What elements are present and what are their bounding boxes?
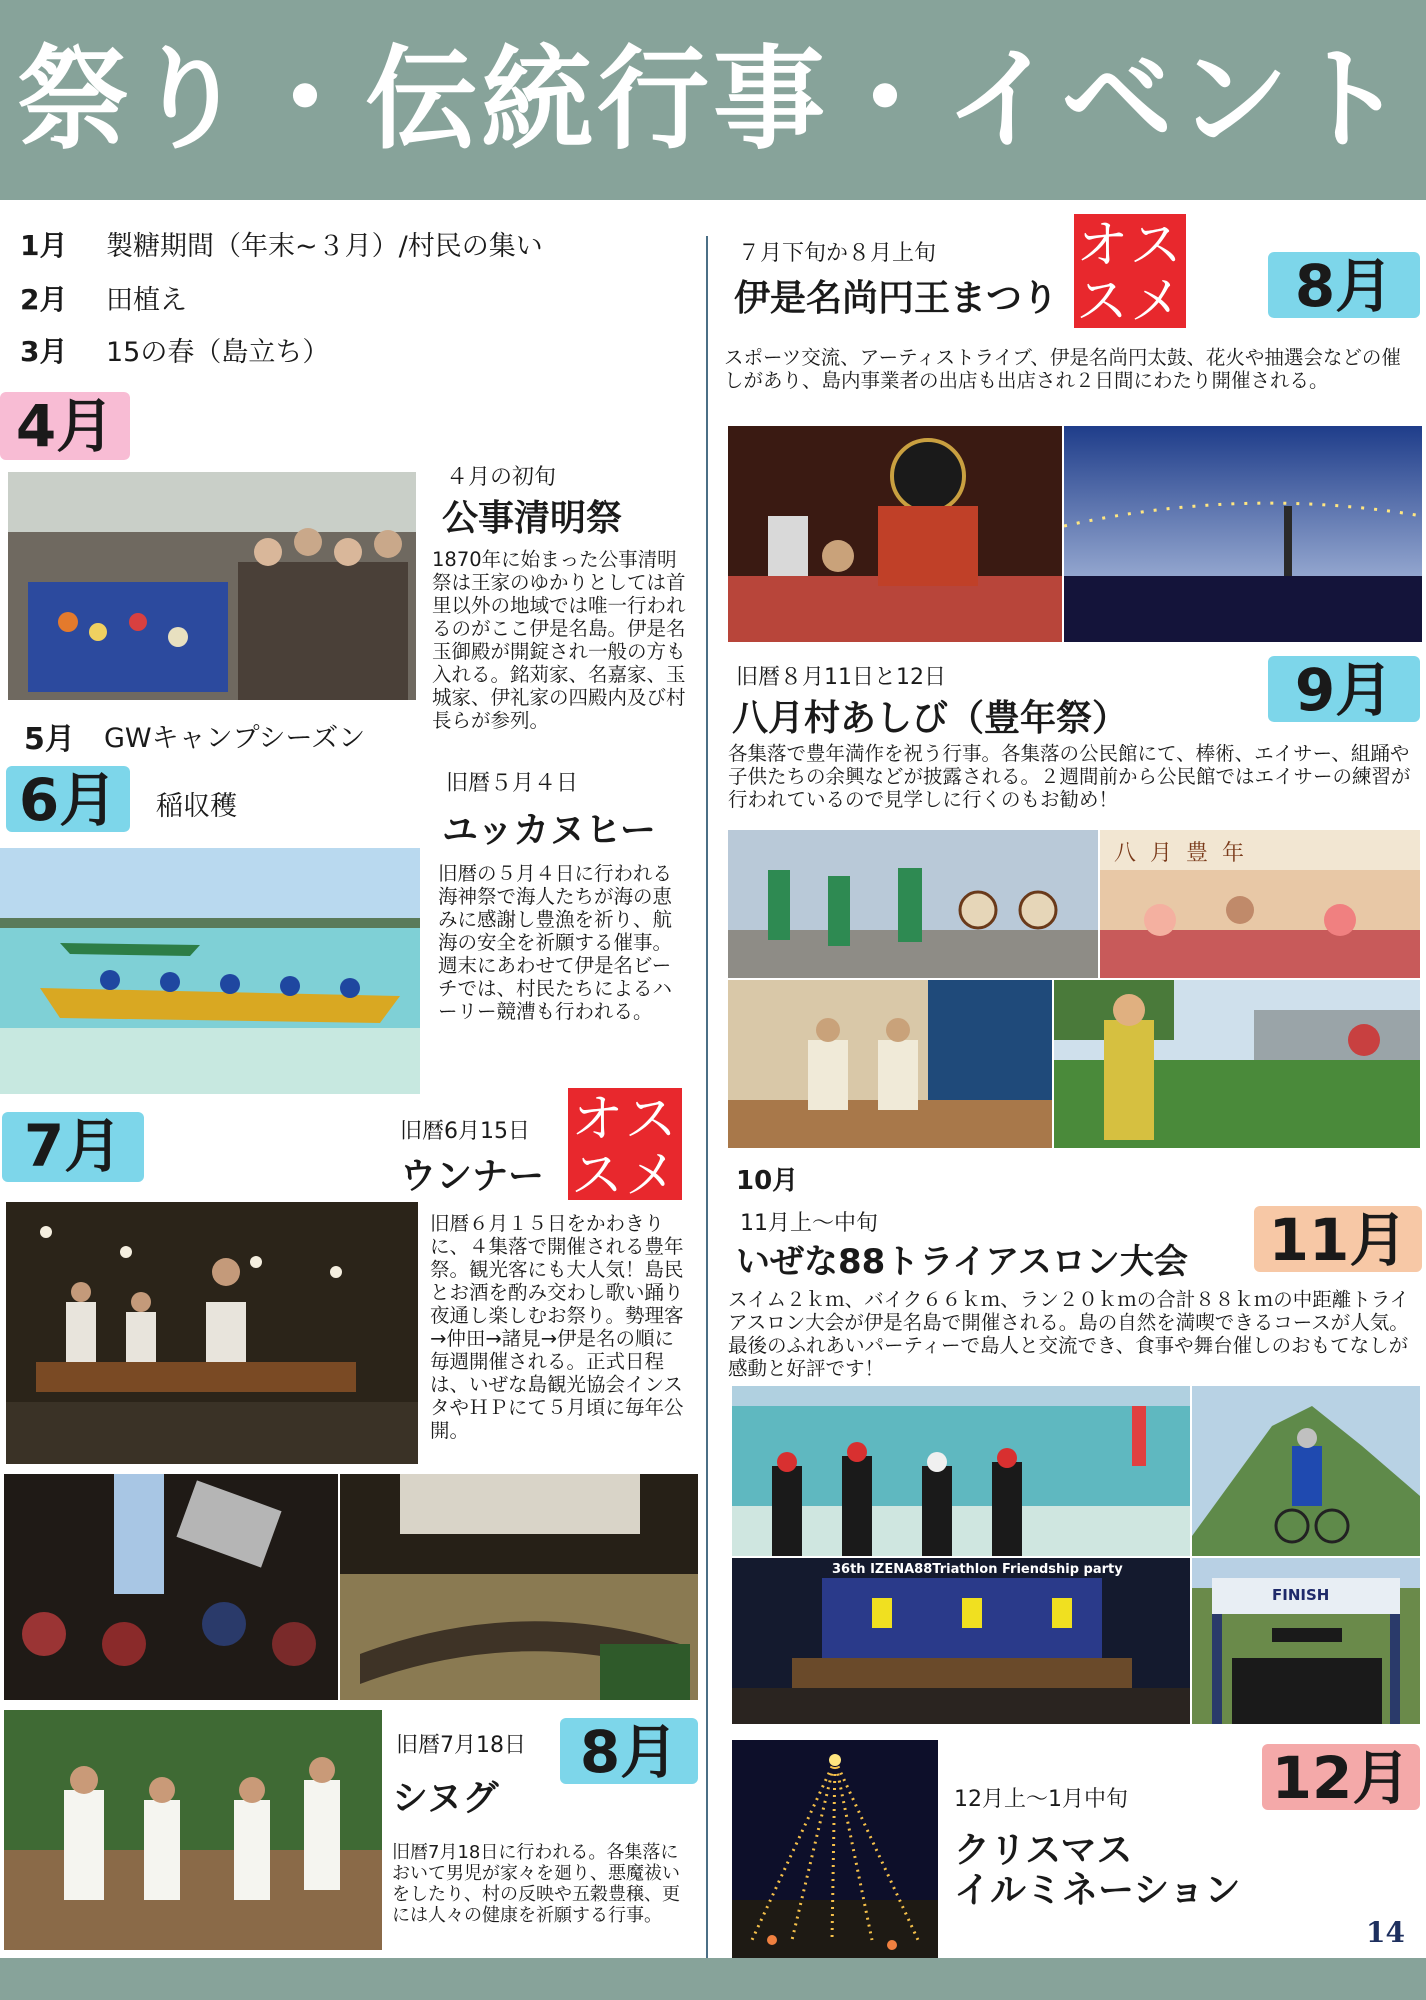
july-description: 旧暦６月１５日をかわきりに、４集落で開催される豊年祭。観光客にも大人気！島民とお酒を酌み交わし歌い踊り夜通し楽しむお祭り。勢理客→仲田→諸見→伊是名の順に毎週開催される。正式日程は、いぜな島観光協会インスタやＨＰにて５月頃に毎年公開。 <box>430 1212 684 1442</box>
july-recommended-badge <box>568 1088 682 1206</box>
november-photo-bike <box>1192 1386 1420 1556</box>
june-description: 旧暦の５月４日に行われる海神祭で海人たちが海の恵みに感謝し豊漁を祈り、航海の安全を祈願する催事。週末にあわせて伊是名ビーチでは、村民たちによるハーリー競漕も行われる。 <box>438 862 673 1023</box>
august-shinugu-photo <box>4 1710 382 1950</box>
august-shinugu-description: 旧暦7月18日に行われる。各集落において男児が家々を廻り、悪魔祓いをしたり、村の反映や五穀豊穣、更には人々の健康を祈願する行事。 <box>392 1842 680 1926</box>
month-event: 15の春（島立ち） <box>106 337 330 368</box>
party-banner: 36th IZENA88Triathlon Friendship party <box>832 1562 1123 1577</box>
november-photo-swim <box>732 1386 1190 1556</box>
august-shinugu-date: 旧暦7月18日 <box>396 1733 526 1758</box>
may-event: GWキャンプシーズン <box>104 723 366 754</box>
finish-banner: FINISH <box>1272 1586 1330 1604</box>
april-date: ４月の初旬 <box>446 465 557 490</box>
september-photo-field <box>1054 980 1420 1148</box>
july-badge: 7月 <box>2 1112 144 1182</box>
december-badge: 12月 <box>1262 1744 1420 1810</box>
september-description: 各集落で豊年満作を祝う行事。各集落の公民館にて、棒術、エイサー、組踊や子供たちの余興などが披露される。２週間前から公民館ではエイサーの練習が行われているので見学しに行くのもお勧め！ <box>728 742 1411 811</box>
august-shinugu-title: シヌグ <box>392 1778 499 1819</box>
november-description: スイム２ｋｍ、バイク６６ｋｍ、ラン２０ｋｍの合計８８ｋｍの中距離トライアスロン大会が伊是名島で開催される。島の自然を満喫できるコースが人気。最後のふれあいパーティーで島人と交流でき、食事や舞台催しのおもてなしが感動と好評です！ <box>728 1288 1410 1380</box>
page-title: 祭り・伝統行事・イベント <box>17 35 1409 165</box>
footer-bar <box>0 1958 1426 2000</box>
july-photo-dance <box>6 1202 418 1464</box>
august-festival-description: スポーツ交流、アーティストライブ、伊是名尚円太鼓、花火や抽選会などの催しがあり、島内事業者の出店も出店され２日間にわたり開催される。 <box>724 346 1401 392</box>
april-photo <box>8 472 416 700</box>
month-event: 製糖期間（年末~３月）/村民の集い <box>106 231 543 262</box>
september-badge: 9月 <box>1268 656 1420 722</box>
april-description: 1870年に始まった公事清明祭は王家のゆかりとしては首里以外の地域では唯一行われるのがここ伊是名島。伊是名玉御殿が開錠され一般の方も入れる。銘苅家、名嘉家、玉城家、伊礼家の四殿内及び村長らが参列。 <box>432 548 686 732</box>
month-label: 2月 <box>20 283 68 316</box>
december-title-line1: クリスマス <box>954 1830 1133 1871</box>
april-badge: 4月 <box>0 392 130 460</box>
december-date: 12月上～1月中旬 <box>954 1787 1128 1812</box>
july-photo-crowd <box>340 1474 698 1700</box>
august-festival-date: ７月下旬か８月上旬 <box>738 241 937 266</box>
november-badge: 11月 <box>1254 1206 1422 1272</box>
june-photo <box>0 848 420 1094</box>
july-title: ウンナー <box>400 1156 545 1197</box>
september-photo-eisa <box>728 830 1098 978</box>
month-label: 1月 <box>20 229 68 262</box>
page-number: 14 <box>1366 1916 1405 1949</box>
november-date: 11月上～中旬 <box>740 1211 878 1236</box>
october-label: 10月 <box>736 1166 799 1196</box>
september-date: 旧暦８月11日と12日 <box>736 665 946 690</box>
july-date: 旧暦6月15日 <box>400 1119 530 1144</box>
august-left-badge: 8月 <box>560 1718 698 1784</box>
june-title: ユッカヌヒー <box>442 810 656 851</box>
december-title-line2: イルミネーション <box>954 1870 1241 1911</box>
september-photo-sign: 八月豊年 <box>1114 841 1259 866</box>
august-festival-title: 伊是名尚円王まつり <box>734 278 1059 319</box>
august-photo-night-crowd <box>1064 426 1422 642</box>
may-label: 5月 <box>24 722 75 757</box>
june-badge: 6月 <box>6 766 130 832</box>
june-date: 旧暦５月４日 <box>446 771 579 796</box>
september-photo-hall <box>728 980 1052 1148</box>
july-photo-tug <box>4 1474 338 1700</box>
recommended-line: スメ <box>1075 272 1184 332</box>
september-photo-stage <box>1100 830 1420 978</box>
august-recommended-badge <box>1074 214 1186 332</box>
recommended-line: オス <box>571 1090 679 1150</box>
november-photo-finish <box>1192 1558 1420 1724</box>
august-photo-taiko <box>728 426 1062 642</box>
recommended-line: オス <box>1076 216 1184 276</box>
month-event: 田植え <box>106 285 187 316</box>
column-divider <box>706 236 708 1966</box>
month-label: 3月 <box>20 335 68 368</box>
september-title: 八月村あしび（豊年祭） <box>732 698 1129 739</box>
november-photo-party <box>732 1558 1190 1724</box>
august-right-badge: 8月 <box>1268 252 1420 318</box>
recommended-line: スメ <box>570 1146 679 1206</box>
december-photo-illumination <box>732 1740 938 1960</box>
june-side-event: 稲収穫 <box>156 791 237 822</box>
november-title: いぜな88トライアスロン大会 <box>736 1242 1188 1282</box>
april-title: 公事清明祭 <box>442 498 623 539</box>
